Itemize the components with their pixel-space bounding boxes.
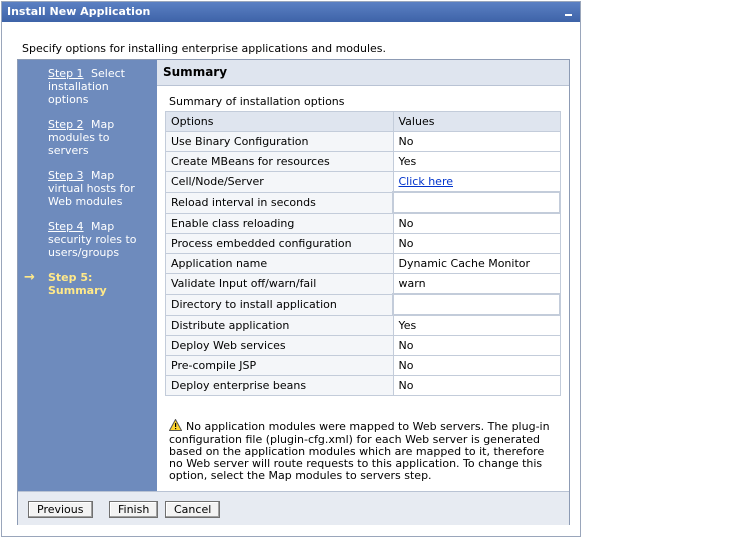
current-step-arrow-icon: →	[24, 270, 35, 285]
option-value	[393, 294, 560, 315]
option-name: Distribute application	[166, 315, 394, 336]
install-panel	[1, 1, 581, 537]
step-3-link[interactable]: Step 3	[48, 169, 84, 182]
warning-message	[169, 419, 561, 482]
option-value: No	[393, 356, 560, 376]
table-row	[166, 356, 561, 376]
summary-content	[157, 60, 569, 491]
options-table	[165, 111, 561, 396]
step-3-label: Map virtual hosts for Web modules	[48, 169, 135, 208]
cancel-button[interactable]: Cancel	[165, 501, 220, 518]
step-2	[48, 118, 148, 157]
window-title: Install New Application	[7, 5, 151, 18]
table-row	[166, 132, 561, 152]
option-value: No	[393, 336, 560, 356]
step-4	[48, 220, 148, 259]
option-name: Deploy Web services	[166, 336, 394, 356]
table-row	[166, 192, 561, 213]
table-row	[166, 172, 561, 193]
option-name: Use Binary Configuration	[166, 132, 394, 152]
table-row	[166, 234, 561, 254]
option-value: No	[393, 132, 560, 152]
table-row	[166, 254, 561, 274]
warning-icon	[169, 419, 182, 434]
summary-subheading: Summary of installation options	[169, 95, 345, 108]
option-name: Cell/Node/Server	[166, 172, 394, 193]
table-row	[166, 376, 561, 396]
option-value: No	[393, 234, 560, 254]
table-row	[166, 152, 561, 172]
column-header-values: Values	[393, 112, 560, 132]
option-value: Yes	[393, 315, 560, 336]
intro-text: Specify options for installing enterprise applications and modules.	[22, 42, 387, 55]
option-value: No	[393, 213, 560, 234]
wizard	[17, 59, 570, 525]
option-value	[393, 172, 560, 193]
step-2-label: Map modules to servers	[48, 118, 115, 157]
content-heading: Summary	[157, 60, 569, 86]
table-header-row	[166, 112, 561, 132]
option-name: Validate Input off/warn/fail	[166, 274, 394, 295]
step-3	[48, 169, 148, 208]
option-name: Deploy enterprise beans	[166, 376, 394, 396]
option-name: Directory to install application	[166, 294, 394, 315]
option-value: warn	[393, 274, 560, 295]
table-row	[166, 315, 561, 336]
option-value: Yes	[393, 152, 560, 172]
minimize-icon[interactable]	[564, 2, 574, 22]
step-5-current: Step 5: Summary	[48, 271, 107, 297]
option-name: Create MBeans for resources	[166, 152, 394, 172]
option-name: Application name	[166, 254, 394, 274]
table-row	[166, 274, 561, 295]
table-row	[166, 213, 561, 234]
table-row	[166, 336, 561, 356]
steps-sidebar	[18, 60, 157, 491]
window-titlebar	[2, 2, 580, 22]
table-row	[166, 294, 561, 315]
option-name: Enable class reloading	[166, 213, 394, 234]
step-1	[48, 67, 148, 106]
warning-text: No application modules were mapped to Web servers. The plug-in configuration file (plugin-cfg.xml) for each Web server is generated based on the application modules which are mapped to it, therefore no Web server will route requests to this application. To change this option, select the Map modules to servers step.	[169, 420, 550, 482]
step-4-link[interactable]: Step 4	[48, 220, 84, 233]
option-name: Reload interval in seconds	[166, 192, 394, 213]
option-name: Pre-compile JSP	[166, 356, 394, 376]
option-name: Process embedded configuration	[166, 234, 394, 254]
option-value: No	[393, 376, 560, 396]
options-table-body	[166, 132, 561, 396]
previous-button[interactable]: Previous	[28, 501, 93, 518]
step-1-link[interactable]: Step 1	[48, 67, 84, 80]
option-value: Dynamic Cache Monitor	[393, 254, 560, 274]
button-bar	[18, 491, 569, 525]
finish-button[interactable]: Finish	[109, 501, 158, 518]
step-1-label: Select installation options	[48, 67, 125, 106]
step-4-label: Map security roles to users/groups	[48, 220, 137, 259]
step-2-link[interactable]: Step 2	[48, 118, 84, 131]
option-value	[393, 192, 560, 213]
column-header-options: Options	[166, 112, 394, 132]
cell-node-server-link[interactable]: Click here	[398, 175, 453, 188]
